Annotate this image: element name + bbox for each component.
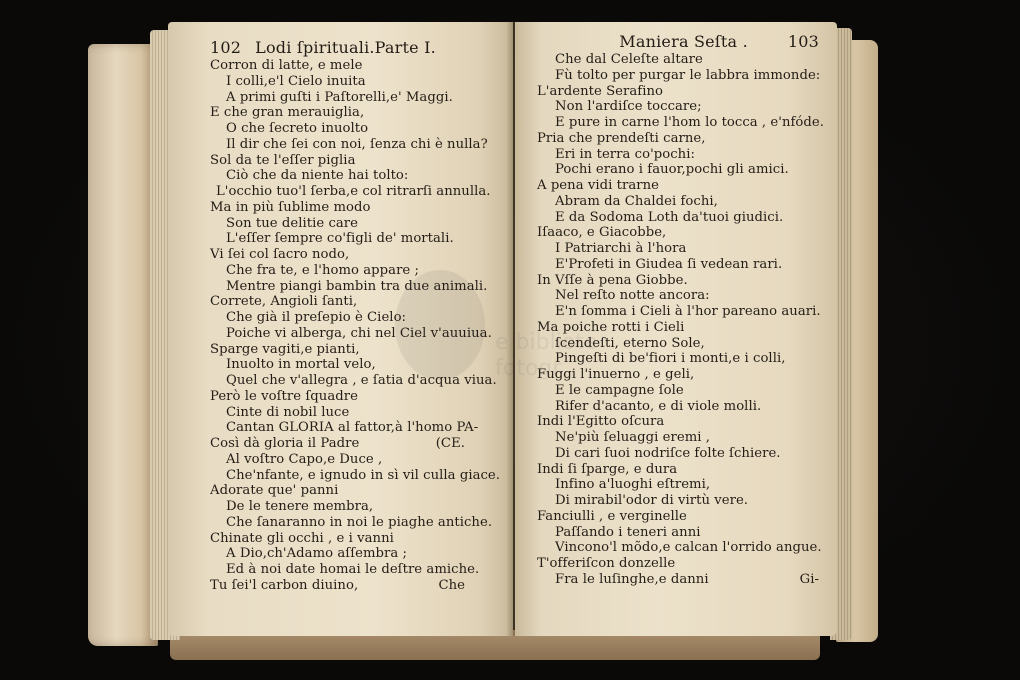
left-line-text: Così dà gloria il Padre — [210, 436, 360, 451]
left-line: Il dir che ſei con noi, ſenza chi è nulla? — [226, 136, 488, 152]
left-line: De le tenere membra, — [226, 499, 374, 514]
right-line: Iſaaco, e Giacobbe, — [537, 225, 667, 241]
right-line: Vincono'l mõdo,e calcan l'orrido angue. — [555, 540, 822, 556]
left-line: O che ſecreto inuolto — [226, 121, 369, 136]
right-line: Fuggi l'inuerno , e geli, — [537, 367, 695, 382]
right-line: Infino a'luoghi eſtremi, — [555, 477, 711, 493]
right-line: Paſſando i teneri anni — [555, 524, 701, 540]
left-line: E che gran merauiglia, — [210, 105, 365, 121]
right-line: Ma poiche rotti i Cieli — [537, 319, 685, 335]
left-page-header — [210, 38, 487, 58]
left-line: Mentre piangi bambin tra due animali. — [226, 278, 488, 294]
left-line: Son tue delitie care — [226, 215, 358, 231]
right-page-header — [537, 32, 819, 52]
left-line: Chinate gli occhi , e i vanni — [210, 530, 394, 546]
left-catchword: Che — [438, 577, 465, 593]
left-line: Inuolto in mortal velo, — [226, 357, 376, 373]
left-line: Adorate que' panni — [210, 483, 339, 499]
right-line: Pria che prendeſti carne, — [537, 130, 706, 146]
right-line: I Patriarchi à l'hora — [555, 241, 687, 256]
right-line: Ne'più ſeluaggi eremi , — [555, 430, 711, 445]
right-line: A pena vidi trarne — [537, 178, 659, 193]
vellum-cover-left — [88, 44, 158, 646]
right-line: Fù tolto per purgar le labbra immonde: — [555, 67, 821, 83]
left-running-title: Lodi ſpirituali.Parte I. — [255, 38, 436, 57]
right-line: Indi l'Egitto oſcura — [537, 414, 665, 430]
left-running-head — [210, 38, 436, 58]
left-line: Che fra te, e l'homo appare ; — [226, 262, 420, 278]
right-line: E le campagne ſole — [555, 382, 684, 398]
left-line: Che già il preſepio è Cielo: — [226, 310, 407, 325]
right-line: T'offeriſcon donzelle — [537, 556, 676, 571]
left-line: A Dio,ch'Adamo aſſembra ; — [226, 546, 408, 562]
left-line: Sol da te l'eſſer piglia — [210, 152, 356, 168]
left-line: Sparge vagiti,e pianti, — [210, 341, 360, 357]
right-line: E da Sodoma Loth da'tuoi giudici. — [555, 209, 784, 225]
right-catch-row — [537, 572, 819, 588]
right-line: Nel reſto notte ancora: — [555, 288, 710, 304]
left-line: Ma in più ſublime modo — [210, 199, 371, 215]
right-line: Di cari ſuoi nodriſce folte ſchiere. — [555, 445, 781, 461]
left-line: Al voſtro Capo,e Duce , — [226, 451, 383, 467]
right-line: Eri in terra co'pochi: — [555, 146, 695, 162]
right-line: E pure in carne l'hom lo tocca , e'nfóde. — [555, 115, 824, 130]
right-line: Rifer d'acanto, e di viole molli. — [555, 398, 762, 414]
left-line: Correte, Angioli ſanti, — [210, 294, 358, 310]
right-line: E'n ſomma i Cieli à l'hor pareano auari. — [555, 304, 821, 319]
right-line: Che dal Celeſte altare — [555, 52, 703, 67]
left-line: Ciò che da niente hai tolto: — [226, 168, 409, 184]
right-catchword: Gi- — [799, 571, 819, 587]
right-line: L'ardente Serafino — [537, 83, 664, 99]
left-line: Cantan GLORIA al fattor,à l'homo PA- — [226, 420, 479, 436]
right-page-text — [537, 52, 824, 572]
left-line: Che ſanaranno in noi le piaghe antiche. — [226, 514, 493, 530]
right-line: In Vſſe à pena Giobbe. — [537, 272, 688, 288]
right-page-number: 103 — [787, 32, 819, 51]
left-turnover: (CE. — [435, 436, 465, 451]
left-line — [210, 436, 487, 452]
right-page — [515, 22, 837, 636]
right-line: Indi ſi ſparge, e dura — [537, 461, 678, 477]
left-line: I colli,e'l Cielo inuita — [226, 73, 366, 89]
left-last-line: Tu ſei'l carbon diuino, — [210, 577, 359, 593]
right-line: Non l'ardiſce toccare; — [555, 99, 702, 115]
left-line: L'occhio tuo'l ſerba,e col ritrarſi annulla. — [216, 184, 491, 199]
right-line: Fanciulli , e verginelle — [537, 508, 687, 524]
right-running-title: Maniera Seſta . — [619, 32, 748, 51]
right-line: ſcendeſti, eterno Sole, — [555, 335, 705, 351]
left-line: Poiche vi alberga, chi nel Ciel v'auuiua. — [226, 325, 492, 341]
left-line: Cinte di nobil luce — [226, 404, 350, 420]
left-line: Ed à noi date homai le deſtre amiche. — [226, 562, 480, 577]
left-line: Quel che v'allegra , e ſatia d'acqua viua. — [226, 373, 497, 388]
left-catch-row — [210, 578, 487, 594]
right-line: Pochi erano i fauor,pochi gli amici. — [555, 162, 789, 178]
left-line: Vi ſei col ſacro nodo, — [210, 247, 350, 262]
right-line: Pingeſti di be'fiori i monti,e i colli, — [555, 351, 786, 367]
left-page — [168, 22, 513, 636]
left-line: A primi guſti i Paſtorelli,e' Maggi. — [226, 89, 453, 105]
left-line: L'eſſer ſempre co'figli de' mortali. — [226, 231, 454, 247]
left-line: Che'nfante, e ignudo in sì vil culla giace. — [226, 467, 501, 483]
left-line: Però le voſtre ſquadre — [210, 388, 358, 404]
right-line: E'Profeti in Giudea ſi vedean rari. — [555, 256, 783, 272]
right-line: Abram da Chaldei fochi, — [555, 193, 718, 209]
right-last-line: Fra le luſinghe,e danni — [555, 571, 709, 587]
right-line: Di mirabil'odor di virtù vere. — [555, 493, 749, 508]
left-page-number: 102 — [210, 38, 242, 57]
left-line: Corron di latte, e mele — [210, 58, 363, 73]
left-page-text — [210, 58, 501, 578]
